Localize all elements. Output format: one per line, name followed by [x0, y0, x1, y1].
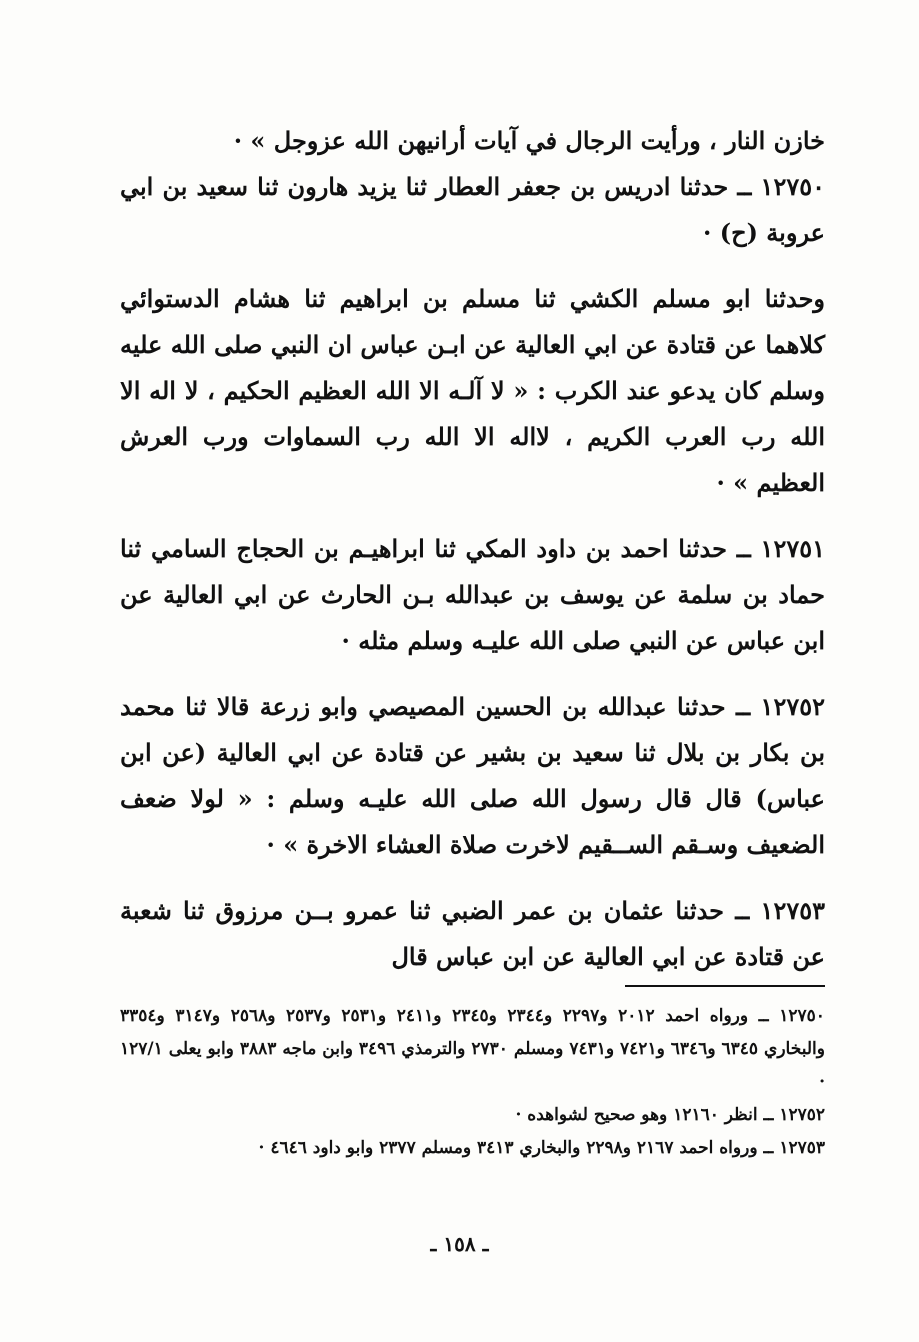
paragraph-continuation: خازن النار ، ورأيت الرجال في آيات أرانيهن الله عزوجل » ·: [233, 126, 825, 155]
footnote-12752: ١٢٧٥٢ ــ انظر ١٢١٦٠ وهو صحيح لشواهده ·: [515, 1105, 825, 1125]
hadith-12751: ١٢٧٥١ ــ حدثنا احمد بن داود المكي ثنا ابراهيـم بن الحجاج السامي ثنا حماد بن سلمة عن يوسف بن عبدالله بـن الحارث عن ابي العالية عن ابن عباس عن النبي صلى الله عليـه وسلم مثله ·: [120, 534, 825, 655]
hadith-12750: ١٢٧٥٠ ــ حدثنا ادريس بن جعفر العطار ثنا يزيد هارون ثنا سعيد بن ابي عروبة (ح) ·: [120, 172, 825, 247]
hadith-12750-second-chain: وحدثنا ابو مسلم الكشي ثنا مسلم بن ابراهيم ثنا هشام الدستوائي كلاهما عن قتادة عن ابي العالية عن ابـن عباس ان النبي صلى الله عليه وسلم كان يدعو عند الكرب : « لا آلـه الا الله العظيم الحكيم ، لا اله الا الله رب العرب الكريم ، لااله الا الله رب السماوات ورب العرش العظيم » ·: [120, 284, 825, 497]
main-text-body: [120, 118, 825, 980]
footnote-12750: ١٢٧٥٠ ــ ورواه احمد ٢٠١٢ و٢٢٩٧ و٢٣٤٤ و٢٣٤٥ و٢٤١١ و٢٥٣١ و٢٥٣٧ و٢٥٦٨ و٣١٤٧ و٣٣٥٤ والبخاري ٦٣٤٥ و٦٣٤٦ و٧٤٢١ و٧٤٣١ ومسلم ٢٧٣٠ والترمذي ٣٤٩٦ وابن ماجه ٣٨٨٣ وابو يعلى ١٢٧/١ ·: [120, 1006, 825, 1092]
hadith-12752: ١٢٧٥٢ ــ حدثنا عبدالله بن الحسين المصيصي وابو زرعة قالا ثنا محمد بن بكار بن بلال ثنا سعيد بن بشير عن قتادة عن ابي العالية (عن ابن عباس) قال قال رسول الله صلى الله عليـه وسلم : « لولا ضعف الضعيف وسـقم الســقيم لاخرت صلاة العشاء الاخرة » ·: [120, 692, 826, 859]
footnote-12753: ١٢٧٥٣ ــ ورواه احمد ٢١٦٧ و٢٢٩٨ والبخاري ٣٤١٣ ومسلم ٢٣٧٧ وابو داود ٤٦٤٦ ·: [258, 1138, 825, 1158]
footnotes: [120, 1000, 825, 1165]
footnote-divider: [625, 985, 825, 987]
page-number: ـ ١٥٨ ـ: [430, 1232, 489, 1256]
hadith-12753: ١٢٧٥٣ ــ حدثنا عثمان بن عمر الضبي ثنا عمرو بــن مرزوق ثنا شعبة عن قتادة عن ابي العالية عن ابن عباس قال: [120, 896, 825, 971]
